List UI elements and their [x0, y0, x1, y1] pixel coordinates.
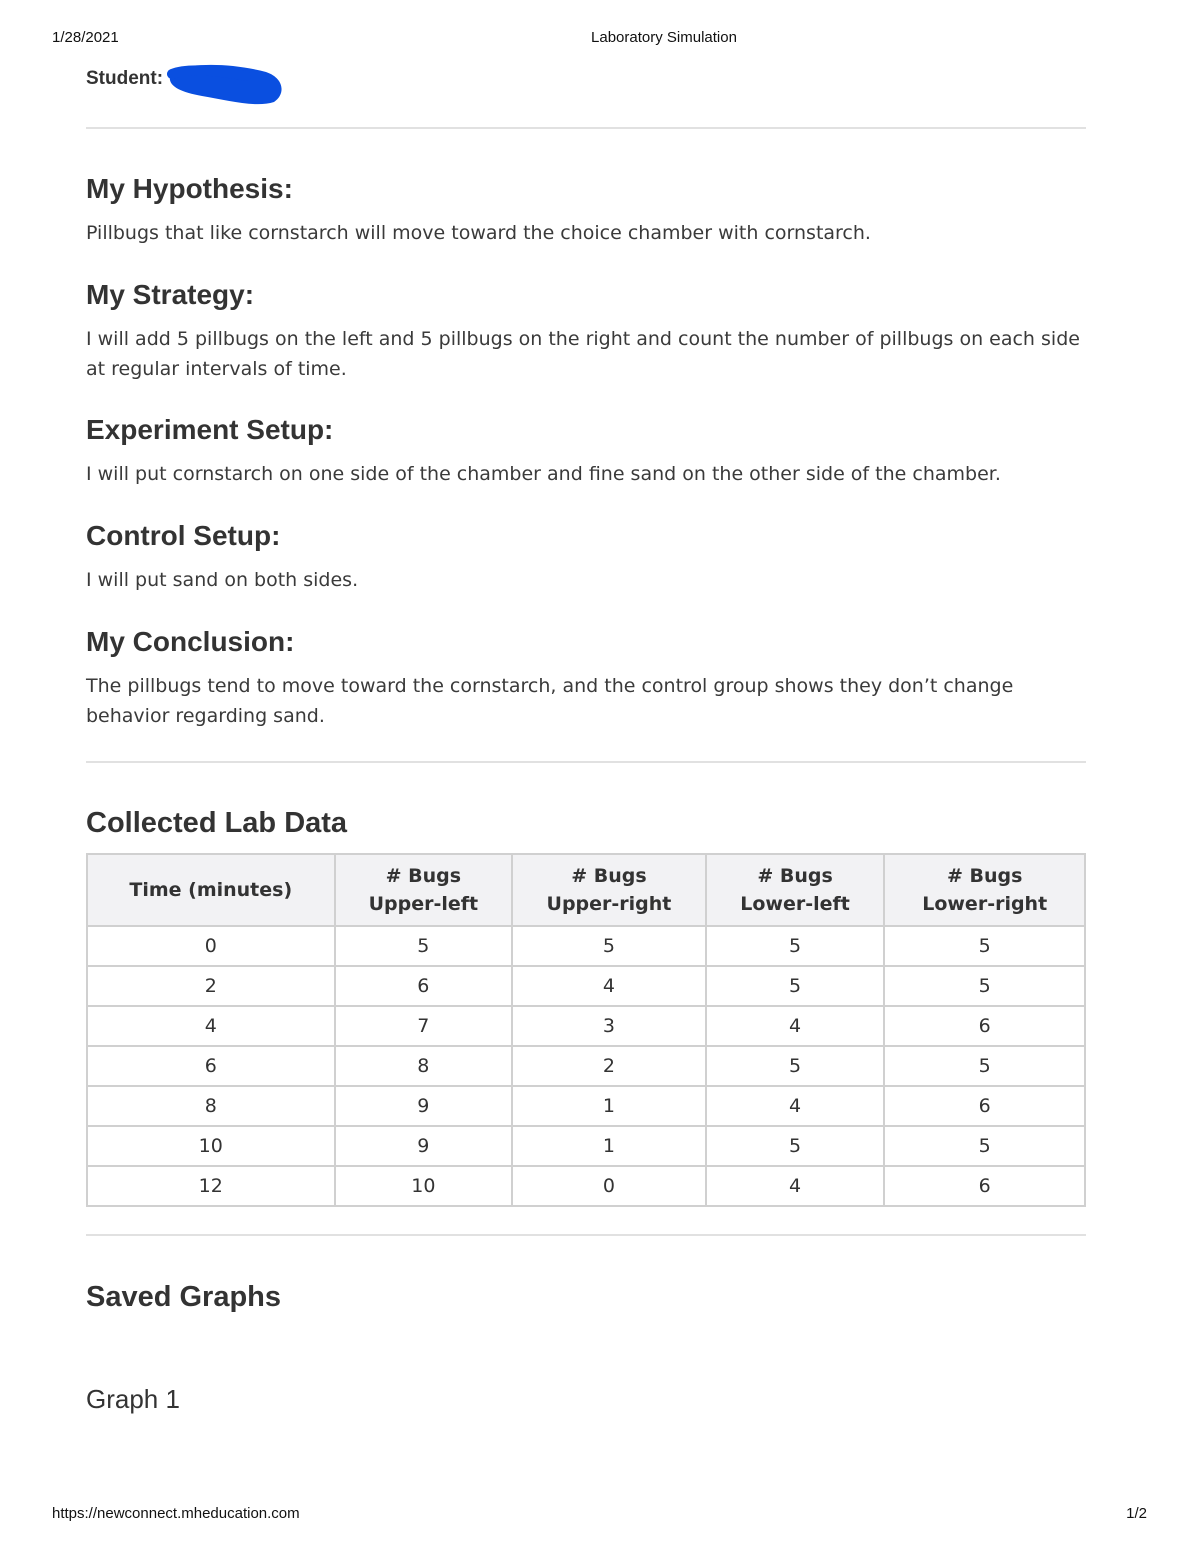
conclusion-section: [86, 625, 1086, 731]
print-footer: [0, 1505, 1200, 1525]
table-row: [87, 1166, 1085, 1206]
table-cell: 4: [706, 1166, 885, 1206]
table-cell: 5: [884, 966, 1085, 1006]
divider: [86, 1234, 1086, 1236]
table-cell: 4: [706, 1006, 885, 1046]
table-cell: 10: [87, 1126, 335, 1166]
column-header-line2: Lower-right: [922, 893, 1048, 915]
table-cell: 6: [87, 1046, 335, 1086]
column-header: [335, 854, 513, 926]
divider: [86, 761, 1086, 763]
table-cell: 5: [884, 926, 1085, 966]
experiment-setup-text: I will put cornstarch on one side of the chamber and fine sand on the other side of the chamber.: [86, 463, 1001, 485]
column-header-line1: # Bugs: [571, 865, 647, 887]
table-row: [87, 966, 1085, 1006]
table-cell: 1: [512, 1086, 706, 1126]
hypothesis-text: Pillbugs that like cornstarch will move toward the choice chamber with cornstarch.: [86, 222, 871, 244]
table-cell: 2: [87, 966, 335, 1006]
graph-label: Graph 1: [86, 1384, 180, 1414]
table-row: [87, 1126, 1085, 1166]
strategy-section: [86, 278, 1086, 384]
column-header: [512, 854, 706, 926]
table-cell: 9: [335, 1086, 513, 1126]
print-url[interactable]: https://newconnect.mheducation.com: [52, 1505, 300, 1522]
lab-data-title: Collected Lab Data: [86, 807, 348, 839]
table-row: [87, 1046, 1085, 1086]
print-header: [0, 29, 1200, 49]
saved-graphs-title: Saved Graphs: [86, 1281, 282, 1313]
column-header-line1: Time (minutes): [129, 879, 293, 901]
column-header-line2: Upper-left: [368, 893, 479, 915]
conclusion-heading: My Conclusion:: [86, 626, 295, 657]
control-setup-heading: Control Setup:: [86, 520, 281, 551]
column-header-line1: # Bugs: [385, 865, 462, 887]
table-cell: 3: [512, 1006, 706, 1046]
table-row: [87, 1006, 1085, 1046]
table-cell: 6: [884, 1086, 1085, 1126]
table-header-row: [87, 854, 1085, 926]
table-cell: 7: [335, 1006, 513, 1046]
table-row: [87, 1086, 1085, 1126]
table-cell: 5: [335, 926, 513, 966]
table-cell: 4: [87, 1006, 335, 1046]
table-cell: 0: [87, 926, 335, 966]
column-header-line1: # Bugs: [757, 865, 833, 887]
control-setup-section: [86, 519, 1086, 595]
table-cell: 1: [512, 1126, 706, 1166]
table-row: [87, 926, 1085, 966]
table-cell: 5: [706, 1126, 885, 1166]
column-header-line2: Lower-left: [740, 893, 850, 915]
table-cell: 5: [706, 1046, 885, 1086]
table-cell: 5: [884, 1126, 1085, 1166]
table-cell: 5: [706, 926, 885, 966]
table-cell: 6: [884, 1006, 1085, 1046]
experiment-setup-heading: Experiment Setup:: [86, 414, 334, 445]
lab-data-table: [86, 853, 1086, 1207]
table-cell: 9: [335, 1126, 513, 1166]
control-setup-text: I will put sand on both sides.: [86, 569, 359, 591]
table-cell: 4: [512, 966, 706, 1006]
print-date: 1/28/2021: [52, 29, 119, 46]
table-cell: 4: [706, 1086, 885, 1126]
table-cell: 8: [335, 1046, 513, 1086]
print-title: Laboratory Simulation: [591, 29, 737, 46]
table-cell: 10: [335, 1166, 513, 1206]
column-header: [706, 854, 885, 926]
conclusion-text: The pillbugs tend to move toward the cornstarch, and the control group shows they don’t change behavior regarding sand.: [86, 675, 1014, 727]
experiment-setup-section: [86, 413, 1086, 489]
table-cell: 8: [87, 1086, 335, 1126]
hypothesis-heading: My Hypothesis:: [86, 173, 293, 204]
table-cell: 6: [884, 1166, 1085, 1206]
redaction-mark: [166, 60, 286, 108]
table-cell: 5: [706, 966, 885, 1006]
hypothesis-section: [86, 172, 1086, 248]
strategy-text: I will add 5 pillbugs on the left and 5 pillbugs on the right and count the number of pillbugs on each side at regular intervals of time.: [86, 328, 1080, 380]
table-cell: 0: [512, 1166, 706, 1206]
column-header: [884, 854, 1085, 926]
column-header-line1: # Bugs: [946, 865, 1023, 887]
student-label: Student:: [86, 68, 164, 89]
table-cell: 2: [512, 1046, 706, 1086]
table-cell: 5: [884, 1046, 1085, 1086]
strategy-heading: My Strategy:: [86, 279, 255, 310]
divider: [86, 127, 1086, 129]
column-header: [87, 854, 335, 926]
page-number: 1/2: [1126, 1505, 1147, 1522]
student-row: [86, 68, 163, 98]
column-header-line2: Upper-right: [546, 893, 672, 915]
table-cell: 12: [87, 1166, 335, 1206]
table-cell: 5: [512, 926, 706, 966]
table-cell: 6: [335, 966, 513, 1006]
